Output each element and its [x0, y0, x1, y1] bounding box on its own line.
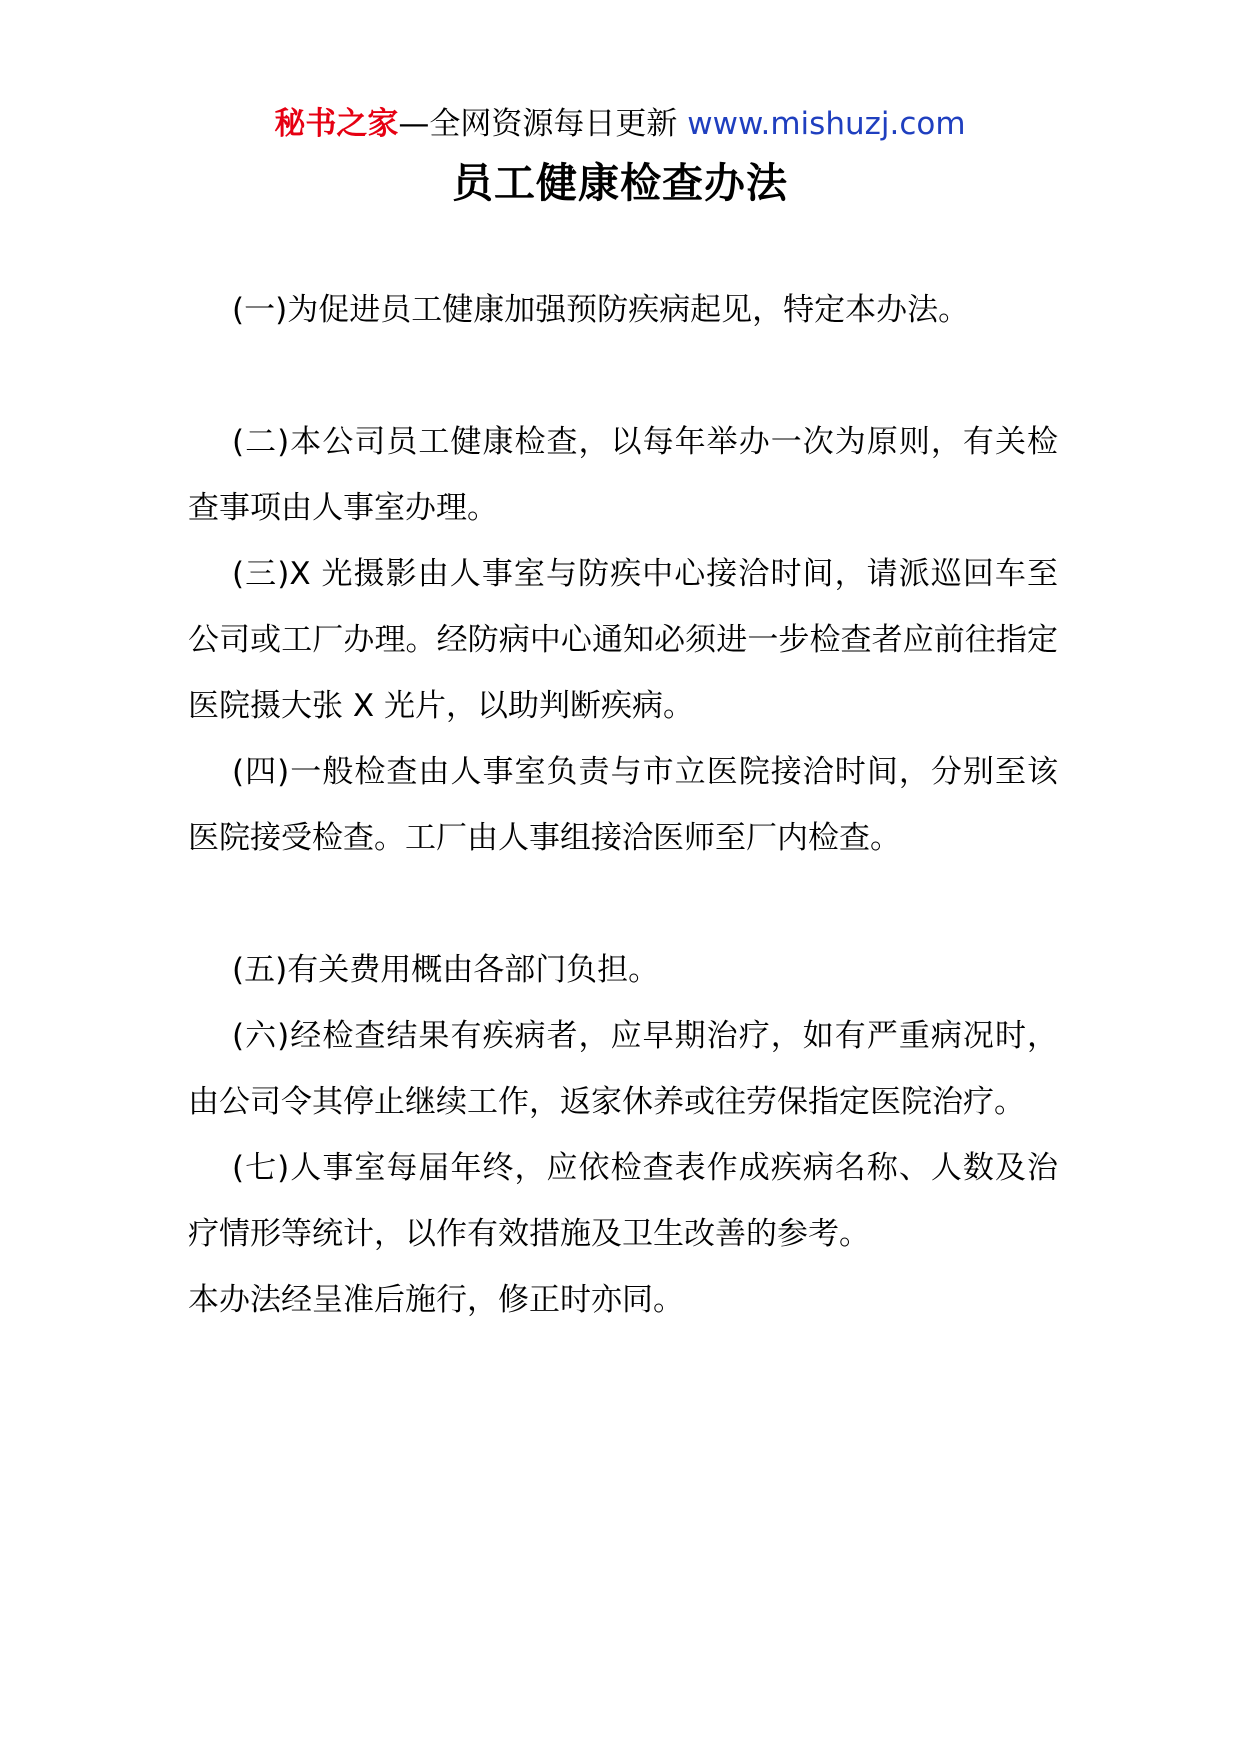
document-body: [188, 277, 1058, 1333]
site-header: [0, 100, 1240, 148]
clause-4: (四)一般检查由人事室负责与市立医院接洽时间，分别至该医院接受检查。工厂由人事组接洽医师至厂内检查。: [188, 754, 1058, 856]
header-tagline: —全网资源每日更新: [398, 106, 688, 142]
clause-3: (三)X 光摄影由人事室与防疾中心接洽时间，请派巡回车至公司或工厂办理。经防病中心通知必须进一步检查者应前往指定医院摄大张 X 光片，以助判断疾病。: [188, 556, 1058, 724]
brand-name: 秘书之家: [274, 106, 399, 142]
clause-7: (七)人事室每届年终，应依检查表作成疾病名称、人数及治疗情形等统计，以作有效措施及卫生改善的参考。: [188, 1150, 1058, 1252]
site-url-link[interactable]: www.mishuzj.com: [687, 106, 966, 142]
clause-5: (五)有关费用概由各部门负担。: [232, 952, 660, 988]
closing-clause: 本办法经呈准后施行，修正时亦同。: [188, 1282, 684, 1318]
clause-1: (一)为促进员工健康加强预防疾病起见，特定本办法。: [232, 292, 970, 328]
document-title: 员工健康检查办法: [452, 159, 788, 207]
clause-2: (二)本公司员工健康检查，以每年举办一次为原则，有关检查事项由人事室办理。: [188, 424, 1058, 526]
clause-6: (六)经检查结果有疾病者，应早期治疗，如有严重病况时，由公司令其停止继续工作，返家休养或往劳保指定医院治疗。: [188, 1018, 1058, 1120]
